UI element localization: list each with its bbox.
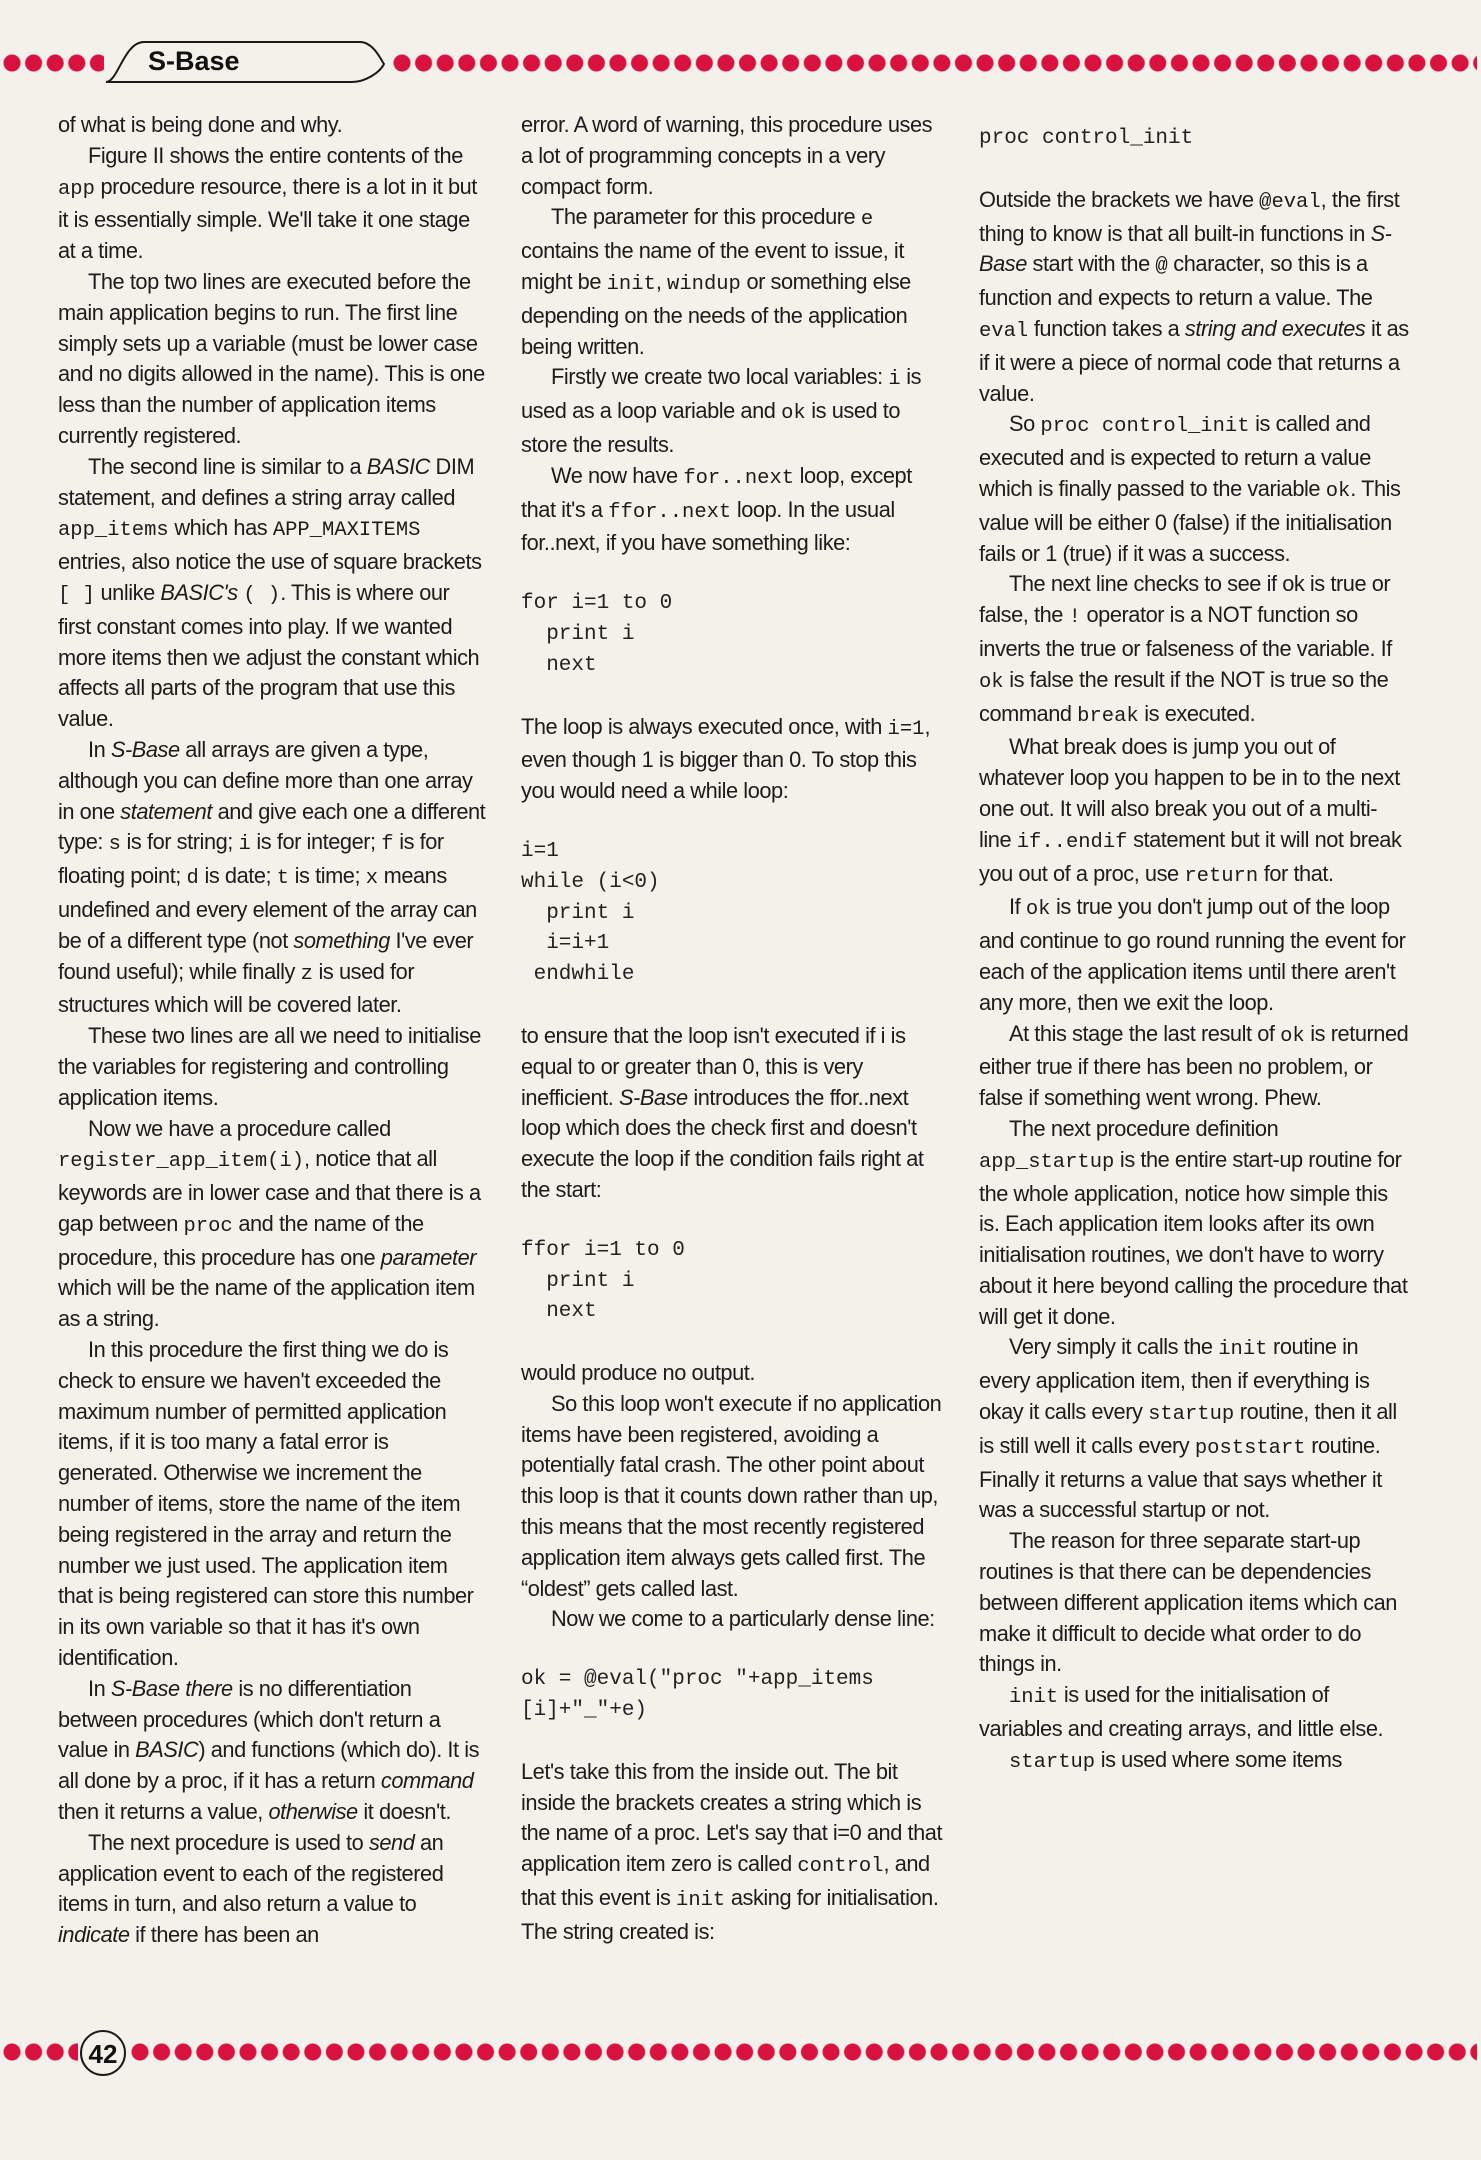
- paragraph: At this stage the last result of ok is returned either true if there has been no problem, or false if something went wrong. Phew.: [979, 1020, 1409, 1111]
- code-block: i=1 while (i<0) print i i=i+1 endwhile: [521, 839, 660, 987]
- paragraph: The next procedure definition app_startup is the entire start-up routine for the whole application, notice how simple this is. Each application item looks after its own initialisation routines, we don't have to worry about it here beyond calling the procedure that will get it done.: [979, 1115, 1408, 1329]
- paragraph: Now we come to a particularly dense line:: [551, 1606, 935, 1632]
- paragraph: Firstly we create two local variables: i is used as a loop variable and ok is used to store the results.: [521, 364, 922, 457]
- paragraph: to ensure that the loop isn't executed if i is equal to or greater than 0, this is very inefficient. S-Base introduces the ffor..next loop which does the check first and doesn't execute the loop if the condition fails right at the start:: [521, 1022, 924, 1202]
- paragraph: Figure II shows the entire contents of the app procedure resource, there is a lot in it but it is essentially simple. We'll take it one stage at a time.: [58, 142, 477, 264]
- header-dot-row-right: [392, 53, 1477, 73]
- footer-dot-row-left: [2, 2042, 78, 2062]
- paragraph: The second line is similar to a BASIC DIM statement, and defines a string array called app_items which has APP_MAXITEMS entries, also notice the use of square brackets [ ] unlike BASIC's ( ). This is where our first constant comes into play. If we wanted more items then we adjust the constant which affects all parts of the program that use this value.: [58, 453, 482, 732]
- paragraph: Very simply it calls the init routine in every application item, then if everything is okay it calls every startup routine, then it all is still well it calls every poststart routine. Finally it returns a value that says whether it was a successful startup or not.: [979, 1334, 1397, 1523]
- paragraph: Let's take this from the inside out. The bit inside the brackets creates a string which is the name of a proc. Let's say that i=0 and that application item zero is called control, and that this event is init asking for initialisation. The string created is:: [521, 1758, 943, 1944]
- code-block: ffor i=1 to 0 print i next: [521, 1238, 685, 1324]
- paragraph: The next procedure is used to send an application event to each of the registered items in turn, and also return a value to indicate if there has been an: [58, 1829, 444, 1948]
- code-block: proc control_init: [979, 127, 1194, 150]
- paragraph: startup is used where some items: [1009, 1746, 1342, 1774]
- paragraph: In this procedure the first thing we do is check to ensure we haven't exceeded the maximum number of permitted application items, if it is too many a fatal error is generated. Otherwise we increment the number of items, store the name of the item being registered in the array and return the number we just used. The application item that is being registered can store this number in its own variable so that it has it's own identification.: [58, 1337, 474, 1671]
- page-number-badge: [78, 2028, 128, 2078]
- page-number: 42: [88, 2039, 118, 2069]
- section-title: S-Base: [148, 46, 240, 76]
- paragraph: What break does is jump you out of whatever loop you happen to be in to the next one out. It will also break you out of a multi-line if..endif statement but it will not break you out of a proc, use return for that.: [979, 734, 1402, 888]
- footer-dot-row-right: [130, 2042, 1477, 2062]
- paragraph: These two lines are all we need to initialise the variables for registering and controlling application items.: [58, 1023, 481, 1110]
- paragraph: of what is being done and why.: [58, 112, 343, 137]
- paragraph: The reason for three separate start-up routines is that there can be dependencies between different application items which can make it difficult to decide what order to do things in.: [979, 1528, 1397, 1677]
- section-tab: [104, 40, 386, 84]
- paragraph: So proc control_init is called and executed and is expected to return a value which is finally passed to the variable ok. This value will be either 0 (false) if the initialisation fails or 1 (true) if it was a success.: [979, 411, 1401, 566]
- paragraph: In S-Base all arrays are given a type, although you can define more than one array in one statement and give each one a different type: s is for string; i is for integer; f is for floating point; d is date; t is time; x means undefined and every element of the array can be of a different type (not something I've ever found useful); while finally z is used for structures which will be covered later.: [58, 736, 486, 1018]
- code-block: ok = @eval("proc "+app_items [i]+"_"+e): [521, 1668, 874, 1723]
- article-column-1: [58, 110, 486, 1951]
- article-column-3: [979, 110, 1409, 1779]
- paragraph: Outside the brackets we have @eval, the first thing to know is that all built-in functions in S-Base start with the @ character, so this is a function and expects to return a value. The eval function takes a string and executes it as if it were a piece of normal code that returns a value.: [979, 186, 1409, 406]
- paragraph: In S-Base there is no differentiation between procedures (which don't return a value in BASIC) and functions (which do). It is all done by a proc, if it has a return command then it returns a value, otherwise it doesn't.: [58, 1675, 480, 1825]
- paragraph: So this loop won't execute if no application items have been registered, avoiding a potentially fatal crash. The other point about this loop is that it counts down rather than up, this means that the most recently registered application item always gets called first. The “oldest” gets called last.: [521, 1390, 942, 1601]
- paragraph: error. A word of warning, this procedure uses a lot of programming concepts in a very compact form.: [521, 112, 933, 199]
- paragraph: We now have for..next loop, except that it's a ffor..next loop. In the usual for..next, if you have something like:: [521, 462, 912, 556]
- paragraph: If ok is true you don't jump out of the loop and continue to go round running the event for each of the application items until there aren't any more, then we exit the loop.: [979, 894, 1406, 1015]
- code-block: for i=1 to 0 print i next: [521, 592, 673, 677]
- section-tab-outline-icon: [104, 40, 386, 84]
- paragraph: The parameter for this procedure e contains the name of the event to issue, it might be init, windup or something else depending on the needs of the application being written.: [521, 204, 911, 359]
- article-column-2: [521, 110, 943, 1948]
- paragraph: init is used for the initialisation of variables and creating arrays, and little else.: [979, 1682, 1384, 1742]
- paragraph: The loop is always executed once, with i=1, even though 1 is bigger than 0. To stop this you would need a while loop:: [521, 713, 931, 804]
- paragraph: Now we have a procedure called register_app_item(i), notice that all keywords are in lower case and that there is a gap between proc and the name of the procedure, this procedure has one parameter which will be the name of the application item as a string.: [58, 1115, 481, 1332]
- paragraph: The next line checks to see if ok is true or false, the ! operator is a NOT function so inverts the true or falseness of the variable. If ok is false the result if the NOT is true so the command break is executed.: [979, 571, 1392, 728]
- header-dot-row-left: [2, 53, 104, 73]
- paragraph: The top two lines are executed before the main application begins to run. The first line simply sets up a variable (must be lower case and no digits allowed in the name). This is one less than the number of application items currently registered.: [58, 268, 485, 448]
- paragraph: would produce no output.: [521, 1360, 755, 1386]
